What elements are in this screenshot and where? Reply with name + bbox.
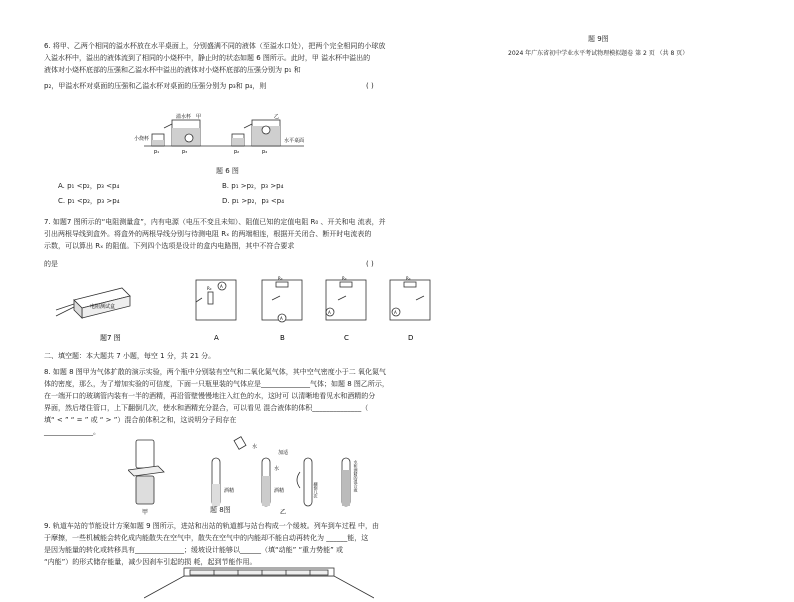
- q6-option-d: D. p₁ >p₂，p₃ <p₄: [222, 197, 285, 205]
- q6-option-c: C. p₁ <p₂，p₃ >p₄: [58, 197, 120, 205]
- fig6-label-table: 水平桌面: [284, 138, 305, 144]
- fig6-label-p2: p₂: [234, 149, 240, 155]
- track-slope: [144, 576, 374, 598]
- circuit-label-c: C: [344, 334, 349, 342]
- q6-line-3: 液体对小烧杯底部的压强和乙溢水杯中溢出的液体对小烧杯底部的压强分别为 p₁ 和: [44, 66, 301, 74]
- fig8-label-mix: 水和酒精的混合液: [353, 460, 359, 492]
- fig8-label-yi: 乙: [280, 509, 287, 516]
- fig6-label-beaker: 小烧杯: [134, 136, 150, 142]
- q6-line-1: 6. 将甲、乙两个相同的溢水杯放在水平桌面上，分别盛满不同的液体（至溢水口处），把两个完全相同的小球放: [44, 42, 386, 50]
- fig8-caption: 题 8图: [210, 506, 231, 514]
- circuit-b-ammeter: A: [280, 316, 283, 321]
- circuit-label-b: B: [280, 334, 285, 342]
- q6-option-a: A. p₁ <p₂，p₃ <p₄: [58, 182, 120, 190]
- q7-line-2: 引出两根导线到盒外。将盒外的两根导线分别与待测电阻 Rₓ 的两端相连，根据开关闭合、断开时电流表的: [44, 230, 372, 238]
- q7-line-4: 的是: [44, 260, 58, 268]
- q6-option-b: B. p₁ >p₂，p₃ >p₄: [222, 182, 284, 190]
- glass-plate: [128, 466, 164, 476]
- circuit-d-ammeter: A: [394, 310, 397, 315]
- q8-line-1: 8. 如题 8 图甲为气体扩散的演示实验，两个瓶中分别装有空气和二氧化氮气体，其中空气密度小于二 氧化氮气: [44, 368, 387, 376]
- q7-line-3: 示数，可以算出 Rₓ 的阻值。下列四个选项是设计的盒内电路图，其中不符合要求: [44, 242, 295, 250]
- question-9: [44, 520, 444, 568]
- figure-8: [128, 436, 388, 516]
- question-6: [44, 40, 444, 92]
- fig6-label-overflow: 溢水杯: [176, 114, 192, 120]
- question-7: [44, 216, 444, 270]
- fig9-caption: 题 9图: [588, 35, 609, 43]
- circuit-c-r0: R₀: [342, 276, 347, 281]
- figure-7: [44, 272, 444, 344]
- box-label: 电阻测试盒: [90, 304, 116, 310]
- q8-line-3: 在一端开口的玻璃管内装有一半的酒精，再沿管壁慢慢地注入红色的水，这时可 以清晰地看见水和酒精的分: [44, 392, 376, 400]
- question-8: [44, 366, 444, 438]
- q9-line-4: “内能”）的形式储存能量，减少因刹车引起的损 耗，起到节能作用。: [44, 558, 257, 566]
- fig8-label-water: 水: [252, 444, 258, 450]
- circuit-a-ammeter: A: [220, 284, 223, 289]
- fig6-label-yi: 乙: [274, 114, 280, 120]
- q9-line-1: 9. 轨道车站的节能设计方案如题 9 图所示，进站和出站的轨道都与站台构成一个缓坡。列车到车过程 中，由: [44, 522, 380, 530]
- q7-answer-paren: ( ): [366, 260, 374, 268]
- circuit-c: [326, 280, 366, 320]
- fig8-label-jia: 甲: [142, 509, 149, 516]
- circuit-b-r0: R₀: [278, 276, 283, 281]
- fig8-label-water-2: 水: [274, 466, 280, 472]
- q6-line-4: p₂，甲溢水杯对桌面的压强和乙溢水杯对桌面的压强分别为 p₃和 p₄，则: [44, 82, 267, 90]
- circuit-a: [196, 280, 236, 320]
- section-2-heading: 二、填空题：本大题共 7 小题，每空 1 分，共 21 分。: [44, 352, 216, 360]
- circuit-d-r0: R₀: [406, 276, 411, 281]
- figure-6: [134, 110, 334, 160]
- q7-line-1: 7. 如题7 图所示的“电阻测量盒”，内有电源（电压不变且未知）、阻值已知的定值电阻 R₀ 、开关和电 流表，并: [44, 218, 386, 226]
- circuit-a-r0: R₀: [207, 286, 212, 291]
- q6-line-2: 入溢水杯中，溢出的液体流到了相同的小烧杯中，静止时的状态如题 6 图所示。此时，甲 溢水杯中溢出的: [44, 54, 371, 62]
- circuit-c-ammeter: A: [328, 310, 331, 315]
- fig6-label-jia: 甲: [196, 114, 202, 120]
- fig7-caption: 题7 图: [100, 334, 121, 342]
- train: [190, 570, 328, 575]
- circuit-label-d: D: [408, 334, 414, 342]
- flip-arrow: [297, 472, 300, 488]
- resistance-box: [56, 288, 130, 318]
- fig8-label-flip: 翻倒几次: [313, 482, 319, 498]
- fig8-label-alcohol-1: 酒精: [224, 488, 235, 494]
- q8-line-6: ______________。: [44, 428, 100, 436]
- q8-line-4: 界面，然后堵住管口，上下翻倒几次，使水和酒精充分混合，可以看见 混合液体的体积______________（: [44, 404, 369, 412]
- jar-top: [136, 440, 154, 468]
- q9-line-3: 是因为能量的转化或转移具有______________；缓坡设计能够以______（填“动能” “重力势能” 或: [44, 546, 343, 554]
- q8-line-5: 填“ < ” “ = ” 或 “ > ”）混合前体积之和，这说明分子间存在: [44, 416, 237, 424]
- jar-bottom: [136, 476, 154, 504]
- tube-3: [304, 458, 312, 506]
- q9-line-2: 于摩擦，一些机械能会转化成内能散失在空气中，散失在空气中的内能却不能自动再转化为 ______能，这: [44, 534, 369, 542]
- q8-line-2: 体的密度，那么，为了增加实验的可信度，下面一只瓶里装的气体应是______________气体；如题 8 图乙所示，: [44, 380, 389, 388]
- circuit-label-a: A: [214, 334, 219, 342]
- fig6-label-p1: p₁: [154, 149, 160, 155]
- q6-answer-paren: ( ): [366, 82, 374, 90]
- fig6-caption: 题 6 图: [216, 167, 239, 175]
- fig8-label-add: 加适: [278, 450, 289, 456]
- water-beaker: [234, 437, 246, 450]
- fig6-label-p3: p₃: [182, 149, 188, 155]
- fig6-label-p4: p₄: [262, 149, 268, 155]
- figure-9: [144, 566, 374, 602]
- fig8-label-alcohol-2: 酒精: [274, 488, 285, 494]
- page-footer: 2024 年广东省初中学业水平考试物理模拟题卷 第 2 页 （共 8 页）: [508, 50, 689, 57]
